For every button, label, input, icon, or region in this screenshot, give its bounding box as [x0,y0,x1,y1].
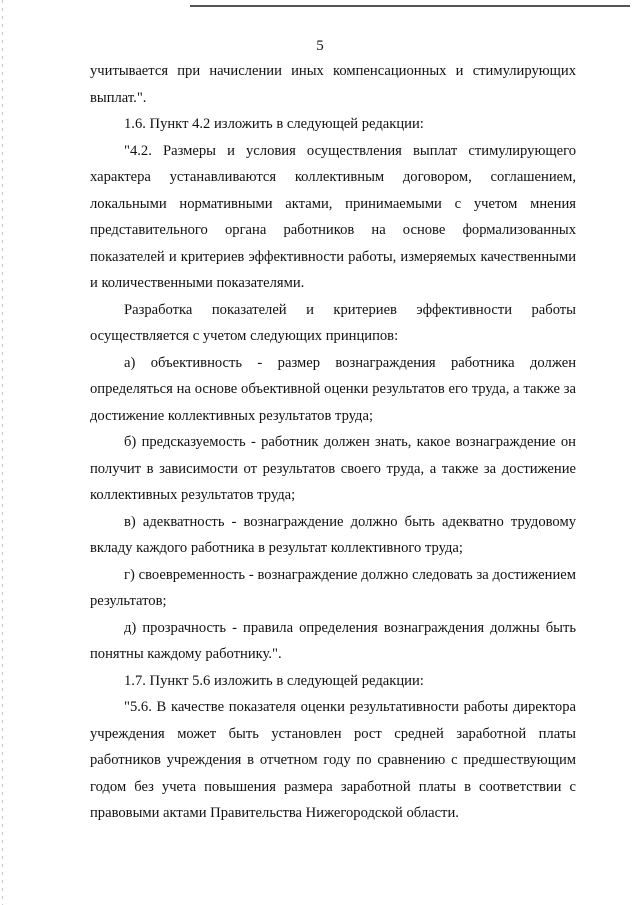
document-body [90,58,576,827]
paragraph-principle-a: а) объективность - размер вознаграждения работника должен определяться на основе объективной оценки результатов его труда, а также за достижение коллективных результатов труда; [90,354,576,424]
paragraph-principle-d: г) своевременность - вознаграждение должно следовать за достижением результатов; [90,566,576,609]
paragraph-principle-b: б) предсказуемость - работник должен знать, какое вознаграждение он получит в зависимости от результатов своего труда, а также за достижение коллективных результатов труда; [90,434,576,503]
top-edge-rule [190,5,630,7]
scan-edge-artifact [2,0,3,905]
paragraph-principles-intro: Разработка показателей и критериев эффективности работы осуществляется с учетом следующих принципов: [90,301,576,344]
paragraph-item-1-7: 1.7. Пункт 5.6 изложить в следующей редакции: [124,672,424,689]
paragraph-clause-4-2: "4.2. Размеры и условия осуществления выплат стимулирующего характера устанавливаются коллективным договором, соглашением, локальными нормативными актами, принимаемыми с учетом мнения представительного органа работников на основе формализованных показателей и критериев эффективности работы, измеряемых качественными и количественными показателями. [90,142,576,291]
paragraph-principle-e: д) прозрачность - правила определения вознаграждения должны быть понятны каждому работнику.". [90,619,576,662]
paragraph-item-1-6: 1.6. Пункт 4.2 изложить в следующей редакции: [124,116,424,132]
page-number: 5 [316,38,324,54]
paragraph-clause-5-6: "5.6. В качестве показателя оценки результативности работы директора учреждения может быть установлен рост средней заработной платы работников учреждения в отчетном году по сравнению с предшествующим годом без учета повышения размера заработной платы в соответствии с правовыми актами Правительства Нижегородской области. [90,699,576,821]
paragraph-continuation: учитывается при начислении иных компенсационных и стимулирующих выплат.". [90,63,576,106]
paragraph-principle-c: в) адекватность - вознаграждение должно быть адекватно трудовому вкладу каждого работника в результат коллективного труда; [90,513,576,556]
